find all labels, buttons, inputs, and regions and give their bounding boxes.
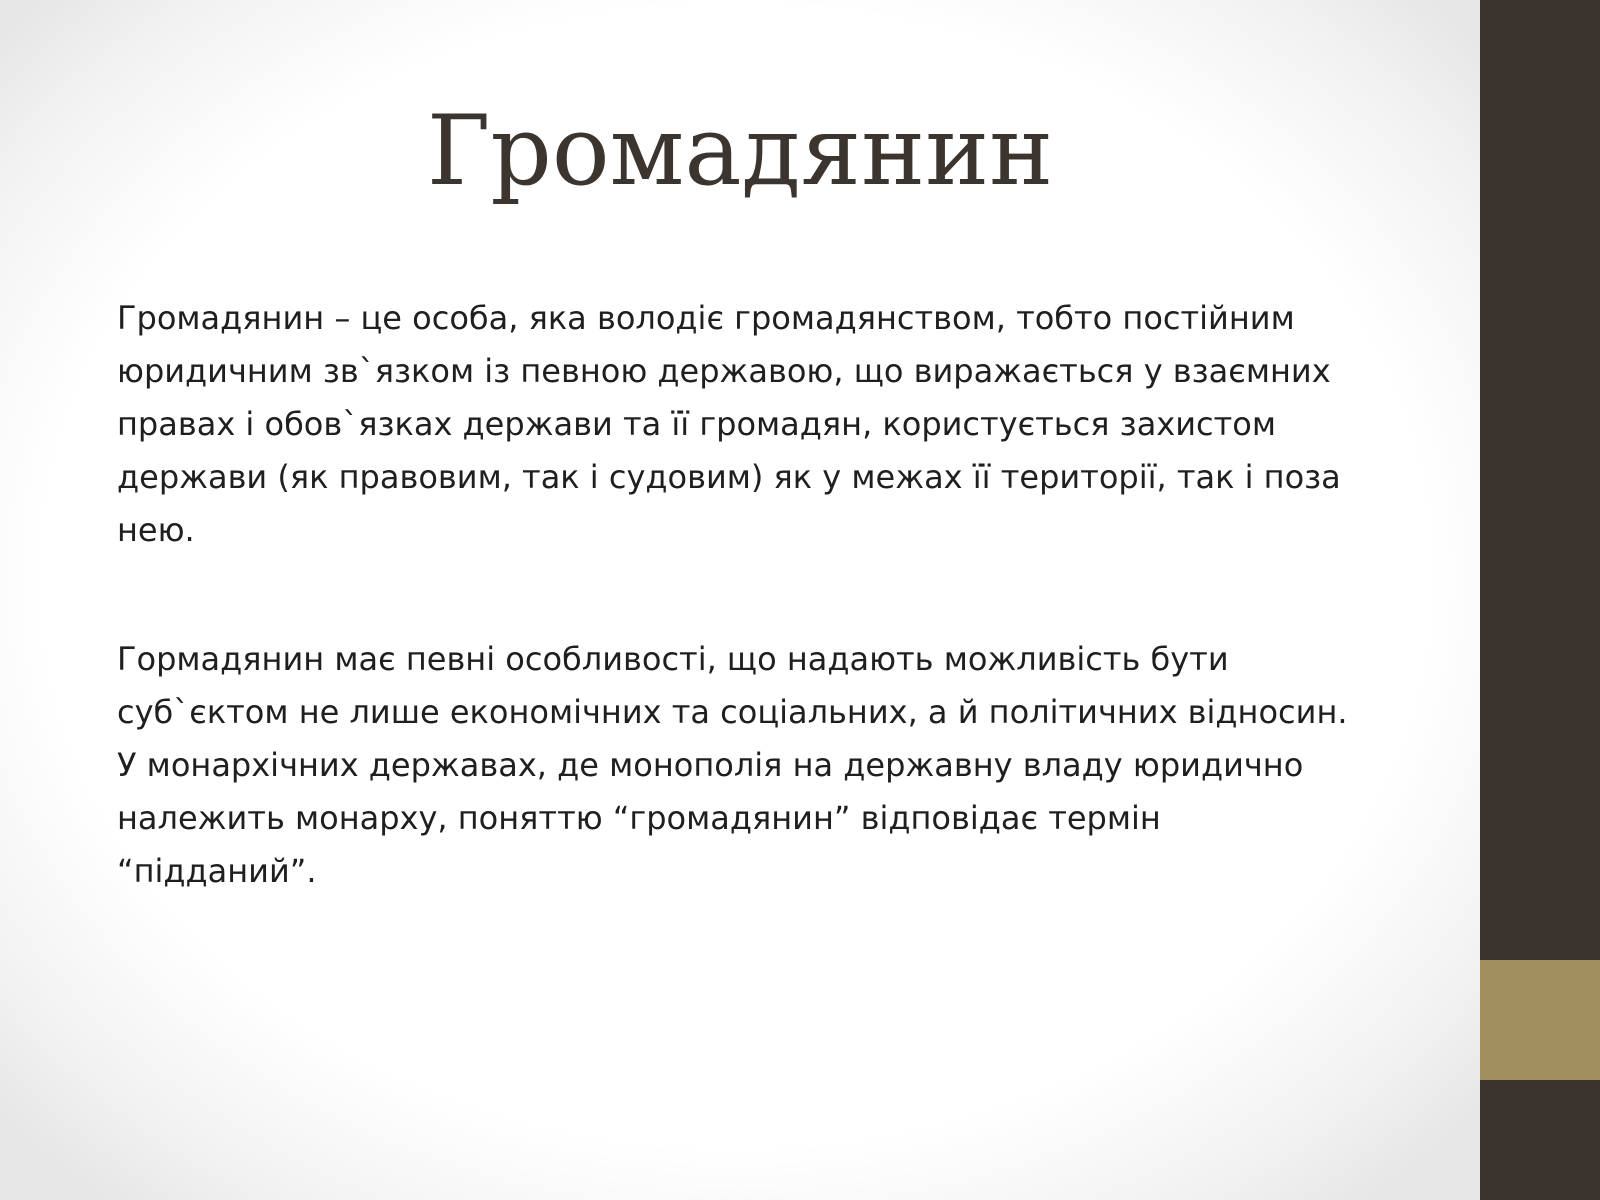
side-bar-accent-block [1480,960,1600,1080]
decorative-side-bar [1480,0,1600,1200]
paragraph-features: Гормадянин має певні особливості, що надають можливість бути суб`єктом не лише економічних та соціальних, а й політичних відносин. У монархічних державах, де монополія на державну владу юридично належить монарху, поняттю “громадянин” відповідає термін “підданий”. [117,640,1348,890]
paragraph-definition: Громадянин – це особа, яка володіє громадянством, тобто постійним юридичним зв`язком із певною державою, що виражається у взаємних правах і обов`язках держави та її громадян, користується захистом держави (як правовим, так і судовим) як у межах її території, так і поза нею. [117,299,1341,549]
slide-title: Громадянин [426,95,1054,207]
slide-body [117,292,1367,898]
